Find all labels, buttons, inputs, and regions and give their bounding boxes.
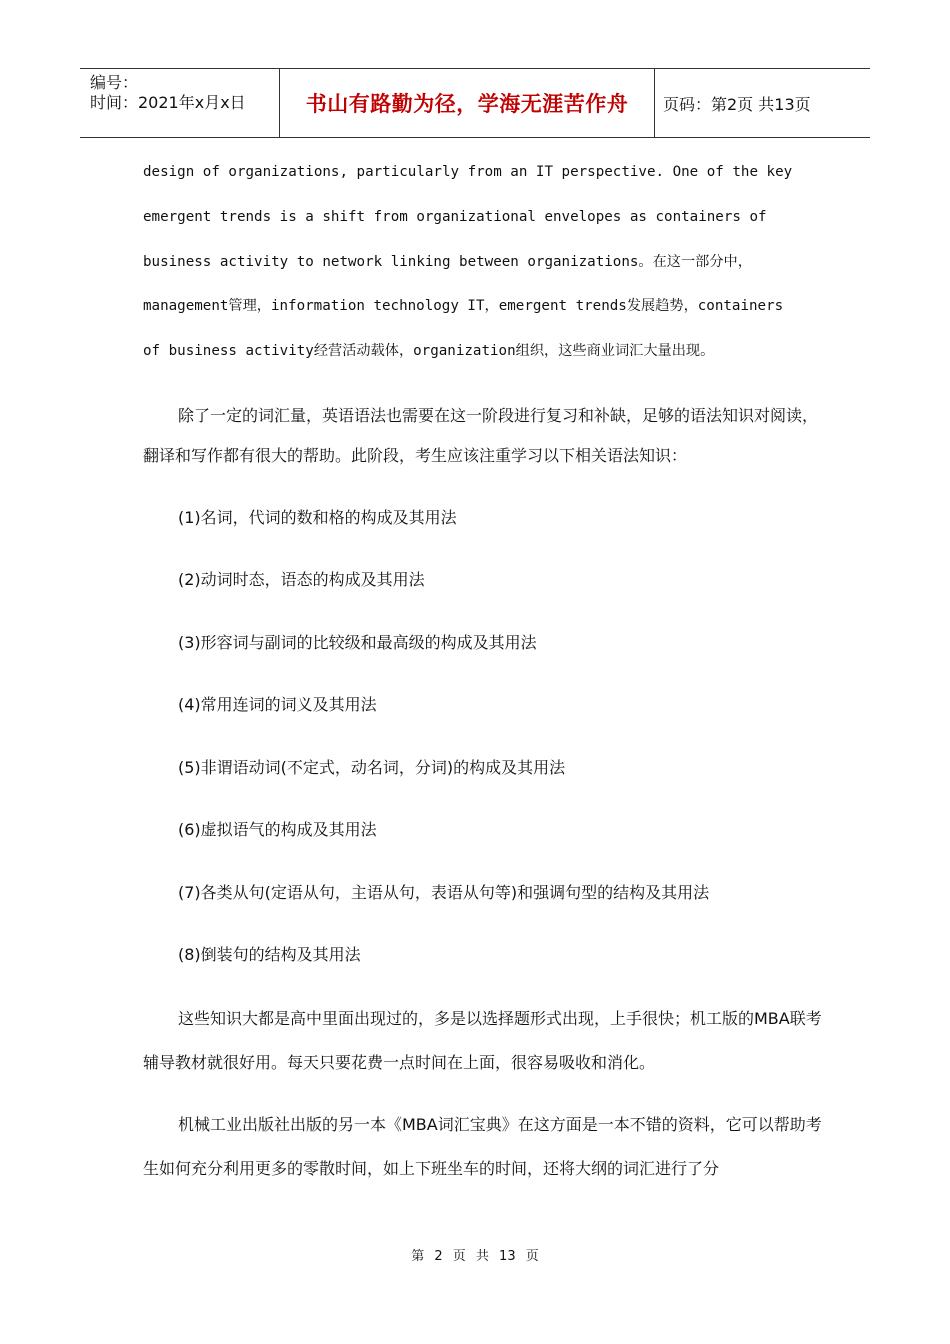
paragraph-1-line: of business activity经营活动载体，organization组织，这些商业词汇大量出现。: [143, 343, 715, 360]
grammar-list-item: (4)常用连词的词义及其用法: [178, 695, 377, 715]
paragraph-1-line: business activity to network linking between organizations。在这一部分中，: [143, 253, 752, 270]
header-page-info: 页码：第2页 共13页: [663, 94, 811, 114]
paragraph-1-line: management管理，information technology IT，emergent trends发展趋势，containers: [143, 298, 784, 315]
doc-number-label: 编号：: [90, 73, 139, 92]
grammar-list-item: (8)倒装句的结构及其用法: [178, 945, 361, 965]
page-header: [80, 68, 870, 138]
grammar-list-item: (6)虚拟语气的构成及其用法: [178, 820, 377, 840]
header-meta: [80, 69, 280, 137]
grammar-list-item: (7)各类从句(定语从句，主语从句，表语从句等)和强调句型的结构及其用法: [178, 882, 710, 902]
paragraph-1-line: design of organizations, particularly from an IT perspective. One of the key: [143, 164, 793, 180]
paragraph-2: 除了一定的词汇量，英语语法也需要在这一阶段进行复习和补缺，足够的语法知识对阅读，翻译和写作都有很大的帮助。此阶段，考生应该注重学习以下相关语法知识：: [143, 405, 819, 465]
document-body: [143, 150, 823, 1191]
grammar-list-item: (3)形容词与副词的比较级和最高级的构成及其用法: [178, 632, 537, 652]
paragraph-3: 这些知识大都是高中里面出现过的，多是以选择题形式出现，上手很快；机工版的MBA联考辅导教材就很好用。每天只要花费一点时间在上面，很容易吸收和消化。: [143, 1009, 822, 1073]
time-label: 时间：2021年x月x日: [90, 93, 246, 112]
grammar-list-item: (5)非谓语动词(不定式，动名词，分词)的构成及其用法: [178, 757, 566, 777]
header-motto: 书山有路勤为径，学海无涯苦作舟: [280, 69, 655, 137]
grammar-list-item: (1)名词，代词的数和格的构成及其用法: [178, 507, 457, 527]
grammar-list-item: (2)动词时态，语态的构成及其用法: [178, 570, 425, 590]
paragraph-1: [143, 150, 823, 374]
paragraph-1-line: emergent trends is a shift from organizational envelopes as containers of: [143, 208, 767, 225]
grammar-list: [143, 498, 823, 976]
page-footer: 第 2 页 共 13 页: [411, 1249, 539, 1264]
paragraph-4: 机械工业出版社出版的另一本《MBA词汇宝典》在这方面是一本不错的资料，它可以帮助考生如何充分利用更多的零散时间，如上下班坐车的时间，还将大纲的词汇进行了分: [143, 1115, 822, 1179]
